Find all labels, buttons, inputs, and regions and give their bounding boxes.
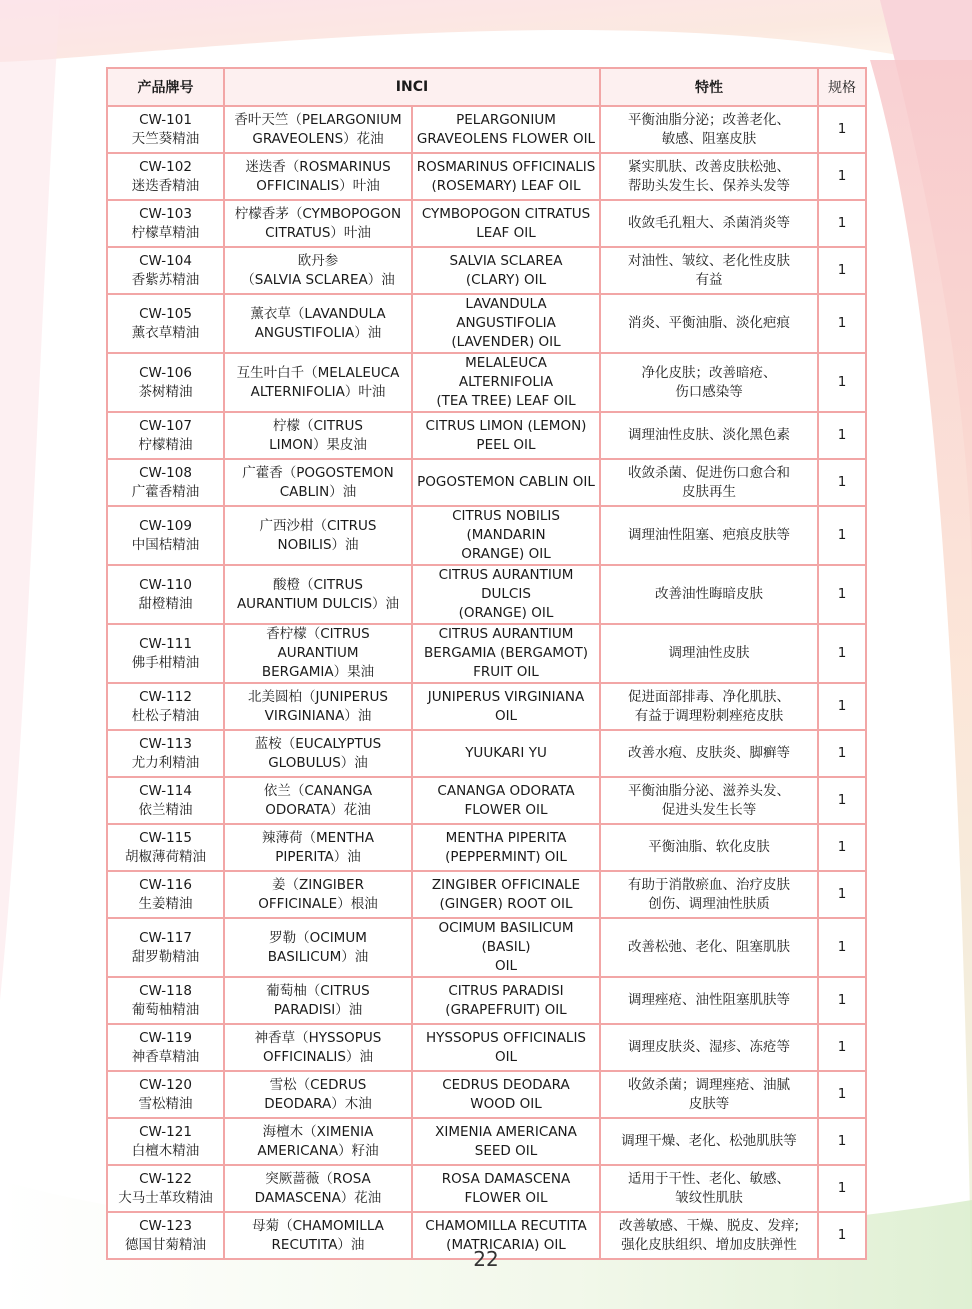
inci-name-cell: MENTHA PIPERITA (PEPPERMINT) OIL (412, 824, 600, 871)
chinese-name-cell: 柠檬香茅（CYMBOPOGON CITRATUS）叶油 (224, 200, 412, 247)
spec-cell: 1 (818, 412, 866, 459)
chinese-name-cell: 雪松（CEDRUS DEODARA）木油 (224, 1071, 412, 1118)
product-code-cell: CW-119 神香草精油 (107, 1024, 224, 1071)
chinese-name-cell: 广西沙柑（CITRUS NOBILIS）油 (224, 506, 412, 565)
chinese-name-cell: 酸橙（CITRUS AURANTIUM DULCIS）油 (224, 565, 412, 624)
feature-cell: 改善油性晦暗皮肤 (600, 565, 818, 624)
product-code-cell: CW-113 尤力利精油 (107, 730, 224, 777)
product-code-cell: CW-122 大马士革玫精油 (107, 1165, 224, 1212)
chinese-name-cell: 辣薄荷（MENTHA PIPERITA）油 (224, 824, 412, 871)
product-code-cell: CW-123 德国甘菊精油 (107, 1212, 224, 1259)
feature-cell: 调理油性阻塞、疤痕皮肤等 (600, 506, 818, 565)
table-row (107, 506, 866, 565)
product-code-cell: CW-112 杜松子精油 (107, 683, 224, 730)
chinese-name-cell: 葡萄柚（CITRUS PARADISI）油 (224, 977, 412, 1024)
feature-cell: 改善水疱、皮肤炎、脚癣等 (600, 730, 818, 777)
inci-name-cell: CITRUS AURANTIUM DULCIS (ORANGE) OIL (412, 565, 600, 624)
table-row (107, 730, 866, 777)
table-header-row (107, 68, 866, 106)
spec-cell: 1 (818, 506, 866, 565)
product-code-cell: CW-111 佛手柑精油 (107, 624, 224, 683)
inci-name-cell: CITRUS AURANTIUM BERGAMIA (BERGAMOT) FRUIT OIL (412, 624, 600, 683)
product-code-cell: CW-107 柠檬精油 (107, 412, 224, 459)
spec-cell: 1 (818, 871, 866, 918)
inci-name-cell: XIMENIA AMERICANA SEED OIL (412, 1118, 600, 1165)
table-row (107, 918, 866, 977)
inci-name-cell: LAVANDULA ANGUSTIFOLIA (LAVENDER) OIL (412, 294, 600, 353)
chinese-name-cell: 欧丹参 （SALVIA SCLAREA）油 (224, 247, 412, 294)
chinese-name-cell: 香柠檬（CITRUS AURANTIUM BERGAMIA）果油 (224, 624, 412, 683)
chinese-name-cell: 迷迭香（ROSMARINUS OFFICINALIS）叶油 (224, 153, 412, 200)
chinese-name-cell: 北美圆柏（JUNIPERUS VIRGINIANA）油 (224, 683, 412, 730)
inci-name-cell: CEDRUS DEODARA WOOD OIL (412, 1071, 600, 1118)
product-code-cell: CW-117 甜罗勒精油 (107, 918, 224, 977)
table-row (107, 294, 866, 353)
header-inci: INCI (224, 68, 600, 106)
product-table (106, 67, 867, 1260)
table-row (107, 106, 866, 153)
inci-name-cell: ZINGIBER OFFICINALE (GINGER) ROOT OIL (412, 871, 600, 918)
product-code-cell: CW-115 胡椒薄荷精油 (107, 824, 224, 871)
table-row (107, 353, 866, 412)
feature-cell: 平衡油脂分泌；改善老化、 敏感、阻塞皮肤 (600, 106, 818, 153)
spec-cell: 1 (818, 730, 866, 777)
feature-cell: 收敛毛孔粗大、杀菌消炎等 (600, 200, 818, 247)
feature-cell: 净化皮肤；改善暗疮、 伤口感染等 (600, 353, 818, 412)
table-row (107, 247, 866, 294)
table-row (107, 1071, 866, 1118)
inci-name-cell: CITRUS PARADISI (GRAPEFRUIT) OIL (412, 977, 600, 1024)
table-row (107, 200, 866, 247)
product-code-cell: CW-118 葡萄柚精油 (107, 977, 224, 1024)
spec-cell: 1 (818, 1118, 866, 1165)
inci-name-cell: JUNIPERUS VIRGINIANA OIL (412, 683, 600, 730)
inci-name-cell: YUUKARI YU (412, 730, 600, 777)
table-body (107, 106, 866, 1259)
feature-cell: 消炎、平衡油脂、淡化疤痕 (600, 294, 818, 353)
header-code: 产品牌号 (107, 68, 224, 106)
product-code-cell: CW-103 柠檬草精油 (107, 200, 224, 247)
table-row (107, 624, 866, 683)
chinese-name-cell: 蓝桉（EUCALYPTUS GLOBULUS）油 (224, 730, 412, 777)
inci-name-cell: CANANGA ODORATA FLOWER OIL (412, 777, 600, 824)
product-code-cell: CW-110 甜橙精油 (107, 565, 224, 624)
product-code-cell: CW-101 天竺葵精油 (107, 106, 224, 153)
table-row (107, 565, 866, 624)
feature-cell: 调理油性皮肤、淡化黑色素 (600, 412, 818, 459)
table-row (107, 412, 866, 459)
chinese-name-cell: 互生叶白千（MELALEUCA ALTERNIFOLIA）叶油 (224, 353, 412, 412)
chinese-name-cell: 薰衣草（LAVANDULA ANGUSTIFOLIA）油 (224, 294, 412, 353)
feature-cell: 调理油性皮肤 (600, 624, 818, 683)
spec-cell: 1 (818, 1024, 866, 1071)
product-code-cell: CW-108 广藿香精油 (107, 459, 224, 506)
spec-cell: 1 (818, 824, 866, 871)
table-row (107, 1165, 866, 1212)
chinese-name-cell: 香叶天竺（PELARGONIUM GRAVEOLENS）花油 (224, 106, 412, 153)
table-row (107, 1024, 866, 1071)
product-code-cell: CW-121 白檀木精油 (107, 1118, 224, 1165)
table-row (107, 1118, 866, 1165)
feature-cell: 改善松弛、老化、阻塞肌肤 (600, 918, 818, 977)
spec-cell: 1 (818, 153, 866, 200)
chinese-name-cell: 罗勒（OCIMUM BASILICUM）油 (224, 918, 412, 977)
spec-cell: 1 (818, 1071, 866, 1118)
chinese-name-cell: 广藿香（POGOSTEMON CABLIN）油 (224, 459, 412, 506)
inci-name-cell: POGOSTEMON CABLIN OIL (412, 459, 600, 506)
spec-cell: 1 (818, 294, 866, 353)
spec-cell: 1 (818, 977, 866, 1024)
spec-cell: 1 (818, 106, 866, 153)
feature-cell: 紧实肌肤、改善皮肤松弛、 帮助头发生长、保养头发等 (600, 153, 818, 200)
spec-cell: 1 (818, 353, 866, 412)
feature-cell: 收敛杀菌；调理痤疮、油腻 皮肤等 (600, 1071, 818, 1118)
spec-cell: 1 (818, 624, 866, 683)
chinese-name-cell: 海檀木（XIMENIA AMERICANA）籽油 (224, 1118, 412, 1165)
chinese-name-cell: 神香草（HYSSOPUS OFFICINALIS）油 (224, 1024, 412, 1071)
table-row (107, 977, 866, 1024)
spec-cell: 1 (818, 918, 866, 977)
chinese-name-cell: 突厥蔷薇（ROSA DAMASCENA）花油 (224, 1165, 412, 1212)
table-row (107, 777, 866, 824)
chinese-name-cell: 柠檬（CITRUS LIMON）果皮油 (224, 412, 412, 459)
table-row (107, 459, 866, 506)
inci-name-cell: CYMBOPOGON CITRATUS LEAF OIL (412, 200, 600, 247)
header-feature: 特性 (600, 68, 818, 106)
table-row (107, 871, 866, 918)
table-row (107, 683, 866, 730)
spec-cell: 1 (818, 1212, 866, 1259)
feature-cell: 调理干燥、老化、松弛肌肤等 (600, 1118, 818, 1165)
product-code-cell: CW-106 茶树精油 (107, 353, 224, 412)
feature-cell: 调理皮肤炎、湿疹、冻疮等 (600, 1024, 818, 1071)
feature-cell: 促进面部排毒、净化肌肤、 有益于调理粉刺痤疮皮肤 (600, 683, 818, 730)
feature-cell: 平衡油脂分泌、滋养头发、 促进头发生长等 (600, 777, 818, 824)
inci-name-cell: CHAMOMILLA RECUTITA (MATRICARIA) OIL (412, 1212, 600, 1259)
page-number: 22 (473, 1247, 499, 1271)
feature-cell: 对油性、皱纹、老化性皮肤 有益 (600, 247, 818, 294)
inci-name-cell: SALVIA SCLAREA (CLARY) OIL (412, 247, 600, 294)
feature-cell: 适用于干性、老化、敏感、 皱纹性肌肤 (600, 1165, 818, 1212)
product-code-cell: CW-114 依兰精油 (107, 777, 224, 824)
product-code-cell: CW-109 中国桔精油 (107, 506, 224, 565)
table-row (107, 153, 866, 200)
inci-name-cell: HYSSOPUS OFFICINALIS OIL (412, 1024, 600, 1071)
feature-cell: 平衡油脂、软化皮肤 (600, 824, 818, 871)
spec-cell: 1 (818, 459, 866, 506)
feature-cell: 收敛杀菌、促进伤口愈合和 皮肤再生 (600, 459, 818, 506)
feature-cell: 改善敏感、干燥、脱皮、发痒; 强化皮肤组织、增加皮肤弹性 (600, 1212, 818, 1259)
header-spec: 规格 (818, 68, 866, 106)
inci-name-cell: CITRUS LIMON (LEMON) PEEL OIL (412, 412, 600, 459)
chinese-name-cell: 母菊（CHAMOMILLA RECUTITA）油 (224, 1212, 412, 1259)
inci-name-cell: MELALEUCA ALTERNIFOLIA (TEA TREE) LEAF OIL (412, 353, 600, 412)
product-code-cell: CW-105 薰衣草精油 (107, 294, 224, 353)
inci-name-cell: ROSMARINUS OFFICINALIS (ROSEMARY) LEAF OIL (412, 153, 600, 200)
spec-cell: 1 (818, 777, 866, 824)
product-code-cell: CW-102 迷迭香精油 (107, 153, 224, 200)
feature-cell: 有助于消散瘀血、治疗皮肤 创伤、调理油性肤质 (600, 871, 818, 918)
spec-cell: 1 (818, 247, 866, 294)
inci-name-cell: OCIMUM BASILICUM (BASIL) OIL (412, 918, 600, 977)
product-code-cell: CW-104 香紫苏精油 (107, 247, 224, 294)
product-code-cell: CW-120 雪松精油 (107, 1071, 224, 1118)
spec-cell: 1 (818, 565, 866, 624)
spec-cell: 1 (818, 200, 866, 247)
product-code-cell: CW-116 生姜精油 (107, 871, 224, 918)
chinese-name-cell: 姜（ZINGIBER OFFICINALE）根油 (224, 871, 412, 918)
feature-cell: 调理痤疮、油性阻塞肌肤等 (600, 977, 818, 1024)
inci-name-cell: CITRUS NOBILIS (MANDARIN ORANGE) OIL (412, 506, 600, 565)
spec-cell: 1 (818, 683, 866, 730)
inci-name-cell: PELARGONIUM GRAVEOLENS FLOWER OIL (412, 106, 600, 153)
inci-name-cell: ROSA DAMASCENA FLOWER OIL (412, 1165, 600, 1212)
spec-cell: 1 (818, 1165, 866, 1212)
chinese-name-cell: 依兰（CANANGA ODORATA）花油 (224, 777, 412, 824)
table-row (107, 824, 866, 871)
